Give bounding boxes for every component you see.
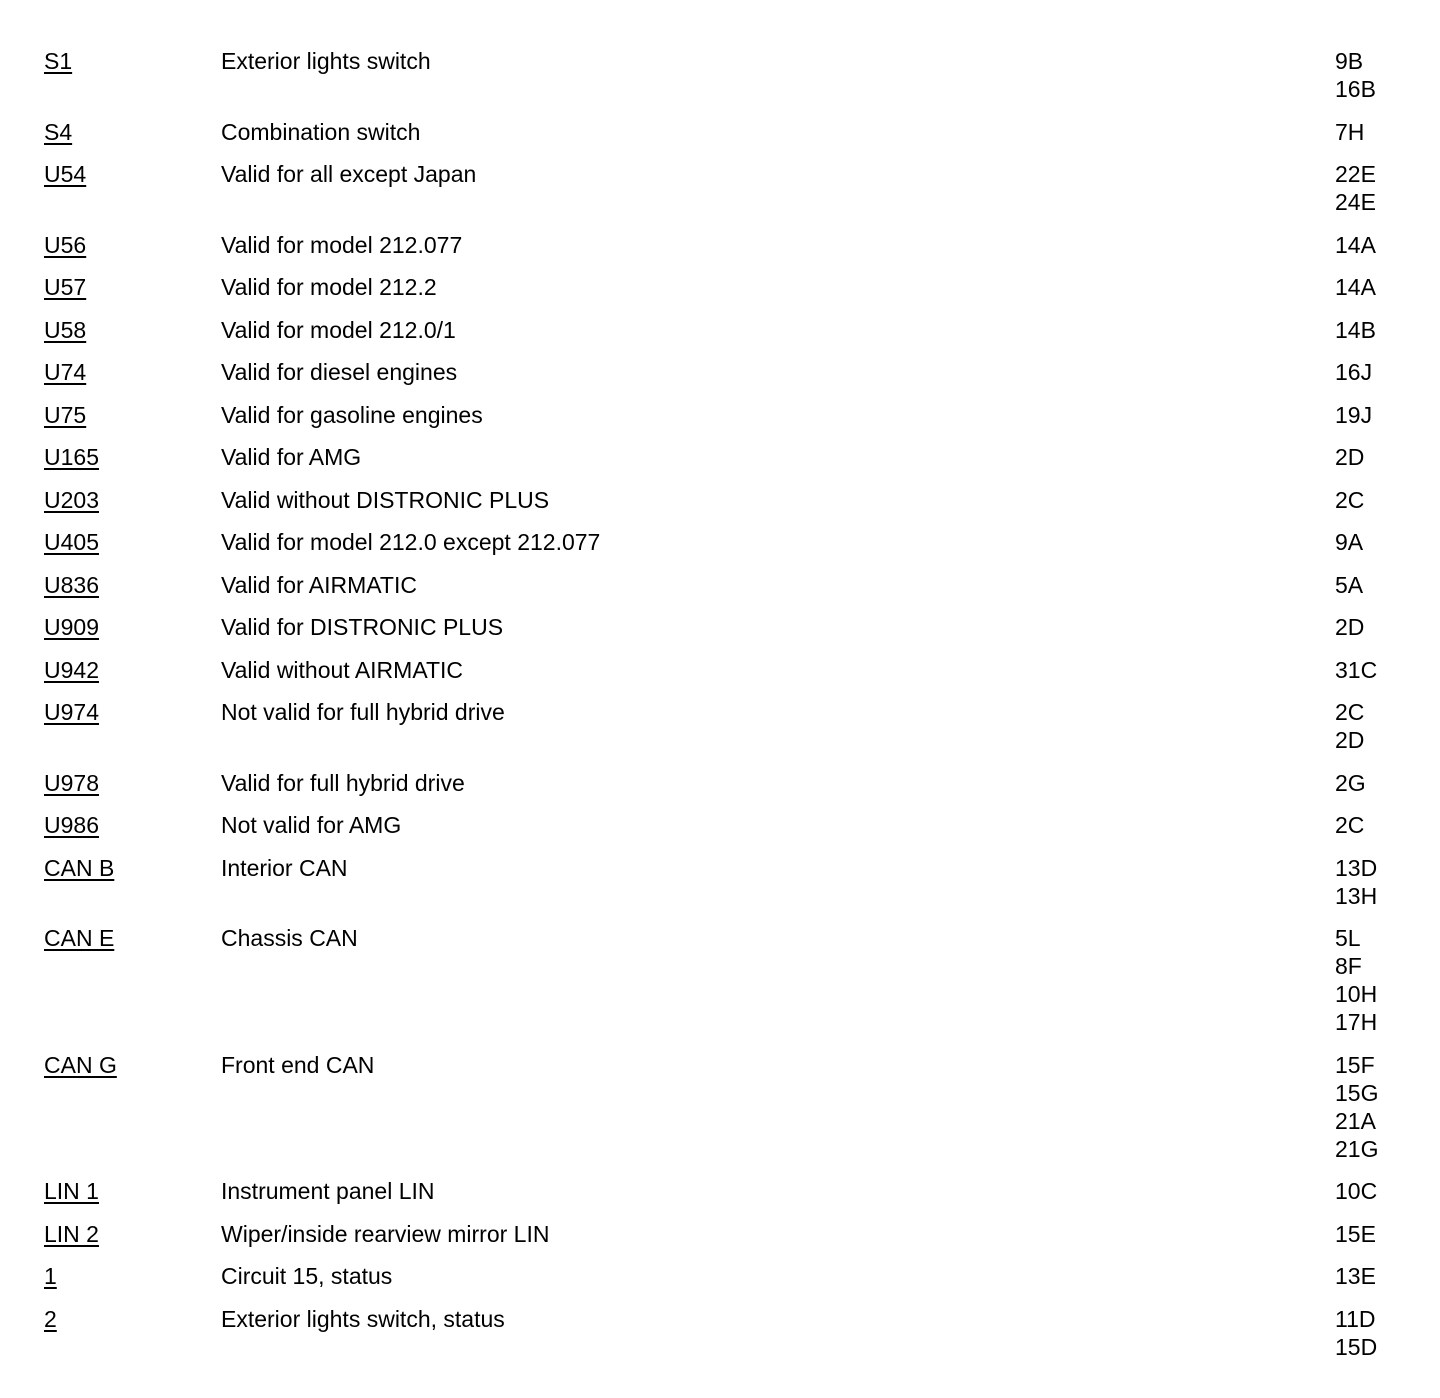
grid-reference: 10H xyxy=(1335,981,1378,1007)
legend-row xyxy=(0,273,1440,316)
grid-reference: 21A xyxy=(1335,1107,1376,1134)
legend-description: Front end CAN xyxy=(221,1051,375,1078)
legend-row xyxy=(0,1305,1440,1376)
legend-grid-references xyxy=(1335,769,1435,797)
grid-reference: 15E xyxy=(1335,1220,1376,1247)
legend-description: Valid without AIRMATIC xyxy=(221,656,464,683)
legend-row xyxy=(0,769,1440,812)
legend-code-link[interactable]: S1 xyxy=(44,48,73,74)
grid-reference: 14A xyxy=(1335,231,1376,258)
legend-description: Not valid for AMG xyxy=(221,812,402,838)
legend-code-link[interactable]: 2 xyxy=(44,1305,57,1332)
grid-reference: 13H xyxy=(1335,882,1378,909)
grid-reference: 22E xyxy=(1335,161,1376,187)
legend-grid-references xyxy=(1335,854,1435,910)
legend-code-link[interactable]: U942 xyxy=(44,656,99,683)
legend-code-link[interactable]: CAN B xyxy=(44,854,115,881)
legend-code-link[interactable]: CAN E xyxy=(44,925,115,951)
grid-reference: 9B xyxy=(1335,48,1364,74)
legend-table xyxy=(0,47,1440,1375)
grid-reference: 17H xyxy=(1335,1009,1378,1035)
legend-grid-references xyxy=(1335,486,1435,514)
legend-code-link[interactable]: U405 xyxy=(44,529,99,555)
legend-description: Valid for gasoline engines xyxy=(221,401,483,428)
legend-row xyxy=(0,358,1440,401)
legend-description: Valid for AIRMATIC xyxy=(221,571,417,598)
legend-grid-references xyxy=(1335,1177,1435,1205)
grid-reference: 10C xyxy=(1335,1178,1378,1204)
legend-row xyxy=(0,1177,1440,1220)
legend-row xyxy=(0,698,1440,769)
legend-description: Valid for AMG xyxy=(221,444,362,470)
legend-code-link[interactable]: U978 xyxy=(44,769,99,796)
legend-grid-references xyxy=(1335,528,1435,556)
grid-reference: 31C xyxy=(1335,656,1378,683)
legend-description: Chassis CAN xyxy=(221,925,358,951)
legend-code-link[interactable]: U54 xyxy=(44,161,87,187)
legend-grid-references xyxy=(1335,698,1435,754)
legend-code-link[interactable]: U56 xyxy=(44,231,87,258)
legend-row xyxy=(0,1262,1440,1305)
legend-code-link[interactable]: U974 xyxy=(44,699,99,725)
legend-description: Combination switch xyxy=(221,118,421,145)
grid-reference: 2D xyxy=(1335,444,1365,470)
legend-grid-references xyxy=(1335,811,1435,839)
legend-row xyxy=(0,316,1440,359)
legend-grid-references xyxy=(1335,316,1435,344)
grid-reference: 8F xyxy=(1335,953,1362,979)
legend-row xyxy=(0,1220,1440,1263)
legend-code-link[interactable]: U165 xyxy=(44,444,99,470)
legend-code-link[interactable]: LIN 1 xyxy=(44,1178,99,1204)
grid-reference: 15F xyxy=(1335,1051,1375,1078)
legend-description: Not valid for full hybrid drive xyxy=(221,699,505,725)
legend-row xyxy=(0,401,1440,444)
legend-code-link[interactable]: LIN 2 xyxy=(44,1220,99,1247)
legend-description: Valid for model 212.077 xyxy=(221,231,463,258)
legend-grid-references xyxy=(1335,1051,1435,1163)
legend-grid-references xyxy=(1335,443,1435,471)
grid-reference: 13E xyxy=(1335,1263,1376,1289)
grid-reference: 14A xyxy=(1335,274,1376,300)
legend-description: Wiper/inside rearview mirror LIN xyxy=(221,1220,550,1247)
grid-reference: 2C xyxy=(1335,812,1365,838)
legend-code-link[interactable]: U74 xyxy=(44,359,87,385)
legend-row xyxy=(0,854,1440,925)
grid-reference: 15D xyxy=(1335,1333,1378,1360)
legend-description: Valid for DISTRONIC PLUS xyxy=(221,614,504,640)
grid-reference: 9A xyxy=(1335,529,1364,555)
grid-reference: 15G xyxy=(1335,1079,1379,1106)
legend-grid-references xyxy=(1335,47,1435,103)
legend-description: Exterior lights switch xyxy=(221,48,431,74)
legend-row xyxy=(0,613,1440,656)
legend-code-link[interactable]: U836 xyxy=(44,571,99,598)
grid-reference: 13D xyxy=(1335,854,1378,881)
legend-row xyxy=(0,811,1440,854)
grid-reference: 11D xyxy=(1335,1305,1376,1332)
legend-grid-references xyxy=(1335,1305,1435,1361)
grid-reference: 7H xyxy=(1335,118,1365,145)
legend-row xyxy=(0,924,1440,1051)
legend-description: Valid for model 212.0/1 xyxy=(221,316,456,343)
legend-code-link[interactable]: 1 xyxy=(44,1263,57,1289)
grid-reference: 19J xyxy=(1335,401,1373,428)
legend-grid-references xyxy=(1335,656,1435,684)
legend-code-link[interactable]: CAN G xyxy=(44,1051,117,1078)
legend-grid-references xyxy=(1335,273,1435,301)
legend-code-link[interactable]: U909 xyxy=(44,614,99,640)
grid-reference: 14B xyxy=(1335,316,1376,343)
legend-description: Interior CAN xyxy=(221,854,348,881)
legend-row xyxy=(0,1051,1440,1178)
legend-row xyxy=(0,47,1440,118)
legend-code-link[interactable]: U58 xyxy=(44,316,87,343)
legend-code-link[interactable]: U57 xyxy=(44,274,87,300)
legend-grid-references xyxy=(1335,1262,1435,1290)
legend-grid-references xyxy=(1335,924,1435,1036)
legend-description: Valid for model 212.2 xyxy=(221,274,437,300)
legend-description: Valid without DISTRONIC PLUS xyxy=(221,486,550,513)
legend-grid-references xyxy=(1335,1220,1435,1248)
legend-grid-references xyxy=(1335,571,1435,599)
grid-reference: 2D xyxy=(1335,614,1365,640)
grid-reference: 16B xyxy=(1335,76,1376,102)
legend-grid-references xyxy=(1335,358,1435,386)
legend-code-link[interactable]: U75 xyxy=(44,401,87,428)
grid-reference: 2G xyxy=(1335,769,1366,796)
legend-description: Valid for diesel engines xyxy=(221,359,458,385)
legend-row xyxy=(0,231,1440,274)
legend-code-link[interactable]: U986 xyxy=(44,812,99,838)
grid-reference: 5L xyxy=(1335,925,1361,951)
grid-reference: 2C xyxy=(1335,486,1365,513)
legend-description: Circuit 15, status xyxy=(221,1263,393,1289)
legend-description: Valid for all except Japan xyxy=(221,161,477,187)
legend-grid-references xyxy=(1335,231,1435,259)
legend-grid-references xyxy=(1335,613,1435,641)
grid-reference: 5A xyxy=(1335,571,1364,598)
grid-reference: 2D xyxy=(1335,727,1365,753)
legend-row xyxy=(0,528,1440,571)
legend-grid-references xyxy=(1335,401,1435,429)
legend-row xyxy=(0,571,1440,614)
legend-grid-references xyxy=(1335,160,1435,216)
legend-description: Instrument panel LIN xyxy=(221,1178,435,1204)
legend-description: Valid for model 212.0 except 212.077 xyxy=(221,529,601,555)
grid-reference: 16J xyxy=(1335,359,1373,385)
legend-row xyxy=(0,656,1440,699)
legend-code-link[interactable]: U203 xyxy=(44,486,99,513)
grid-reference: 2C xyxy=(1335,699,1365,725)
legend-row xyxy=(0,486,1440,529)
legend-row xyxy=(0,118,1440,161)
legend-description: Exterior lights switch, status xyxy=(221,1305,505,1332)
legend-code-link[interactable]: S4 xyxy=(44,118,73,145)
legend-row xyxy=(0,160,1440,231)
legend-grid-references xyxy=(1335,118,1435,146)
grid-reference: 21G xyxy=(1335,1135,1379,1162)
legend-description: Valid for full hybrid drive xyxy=(221,769,465,796)
legend-row xyxy=(0,443,1440,486)
grid-reference: 24E xyxy=(1335,189,1376,215)
